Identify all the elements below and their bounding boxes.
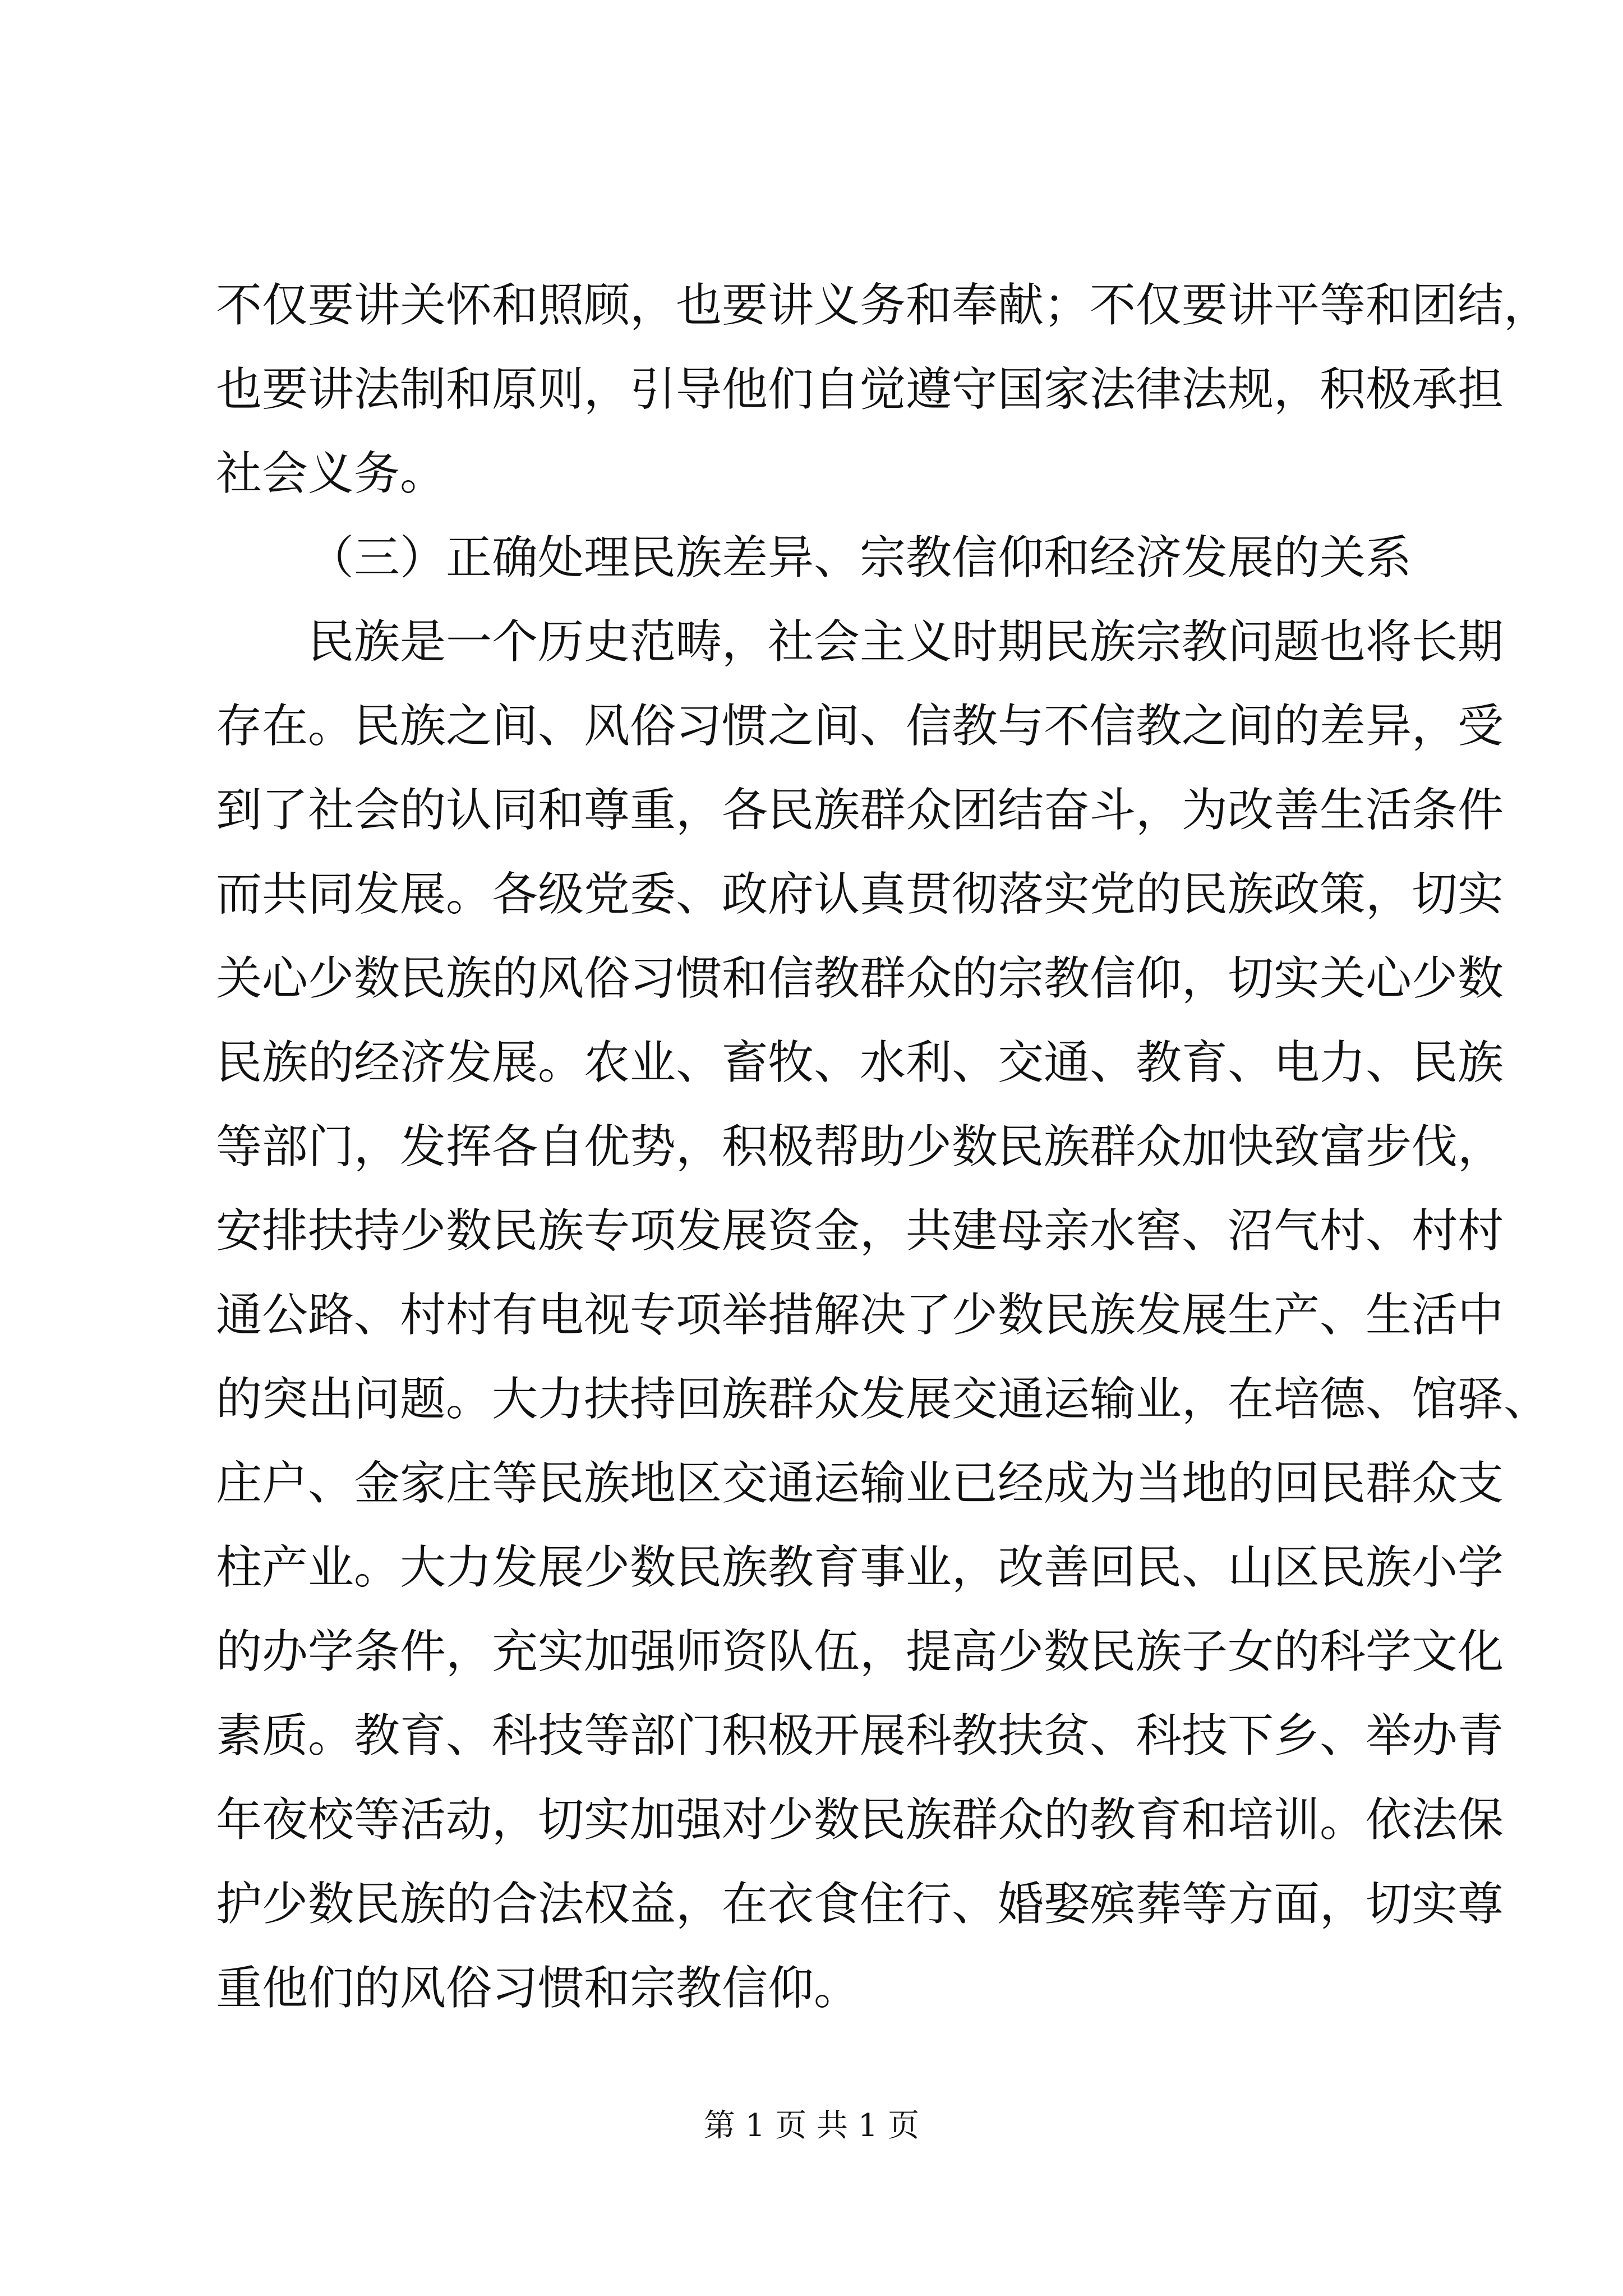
text-line: 关心少数民族的风俗习惯和信教群众的宗教信仰，切实关心少数 — [216, 952, 1504, 1005]
text-line: 的突出问题。大力扶持回族群众发展交通运输业，在培德、馆驿、 — [216, 1373, 1550, 1426]
text-line: 民族是一个历史范畴，社会主义时期民族宗教问题也将长期 — [308, 615, 1504, 669]
text-line: 也要讲法制和原则，引导他们自觉遵守国家法律法规，积极承担 — [216, 363, 1504, 416]
text-line: 等部门，发挥各自优势，积极帮助少数民族群众加快致富步伐， — [216, 1120, 1504, 1174]
text-line: 素质。教育、科技等部门积极开展科教扶贫、科技下乡、举办青 — [216, 1709, 1504, 1763]
text-line: 安排扶持少数民族专项发展资金，共建母亲水窖、沼气村、村村 — [216, 1204, 1504, 1258]
text-line: 年夜校等活动，切实加强对少数民族群众的教育和培训。依法保 — [216, 1793, 1504, 1847]
text-line: 柱产业。大力发展少数民族教育事业，改善回民、山区民族小学 — [216, 1541, 1504, 1594]
paragraph-continuation — [216, 264, 1550, 516]
text-line: 社会义务。 — [216, 447, 446, 500]
text-line: 到了社会的认同和尊重，各民族群众团结奋斗，为改善生活条件 — [216, 784, 1504, 837]
text-line: 而共同发展。各级党委、政府认真贯彻落实党的民族政策，切实 — [216, 868, 1504, 921]
text-line: 不仅要讲关怀和照顾，也要讲义务和奉献；不仅要讲平等和团结， — [216, 279, 1550, 332]
document-body — [216, 264, 1550, 2031]
section-heading: （三）正确处理民族差异、宗教信仰和经济发展的关系 — [308, 531, 1412, 585]
text-line: 护少数民族的合法权益，在衣食住行、婚娶殡葬等方面，切实尊 — [216, 1878, 1504, 1931]
text-line: 通公路、村村有电视专项举措解决了少数民族发展生产、生活中 — [216, 1289, 1504, 1342]
text-line: 存在。民族之间、风俗习惯之间、信教与不信教之间的差异，受 — [216, 700, 1504, 753]
text-line: 庄户、金家庄等民族地区交通运输业已经成为当地的回民群众支 — [216, 1457, 1504, 1510]
text-line: 重他们的风俗习惯和宗教信仰。 — [216, 1962, 860, 2015]
page-footer: 第 1 页 共 1 页 — [703, 2108, 920, 2144]
text-line: 民族的经济发展。农业、畜牧、水利、交通、教育、电力、民族 — [216, 1036, 1504, 1089]
text-line: 的办学条件，充实加强师资队伍，提高少数民族子女的科学文化 — [216, 1625, 1504, 1678]
paragraph-body — [216, 600, 1550, 2031]
